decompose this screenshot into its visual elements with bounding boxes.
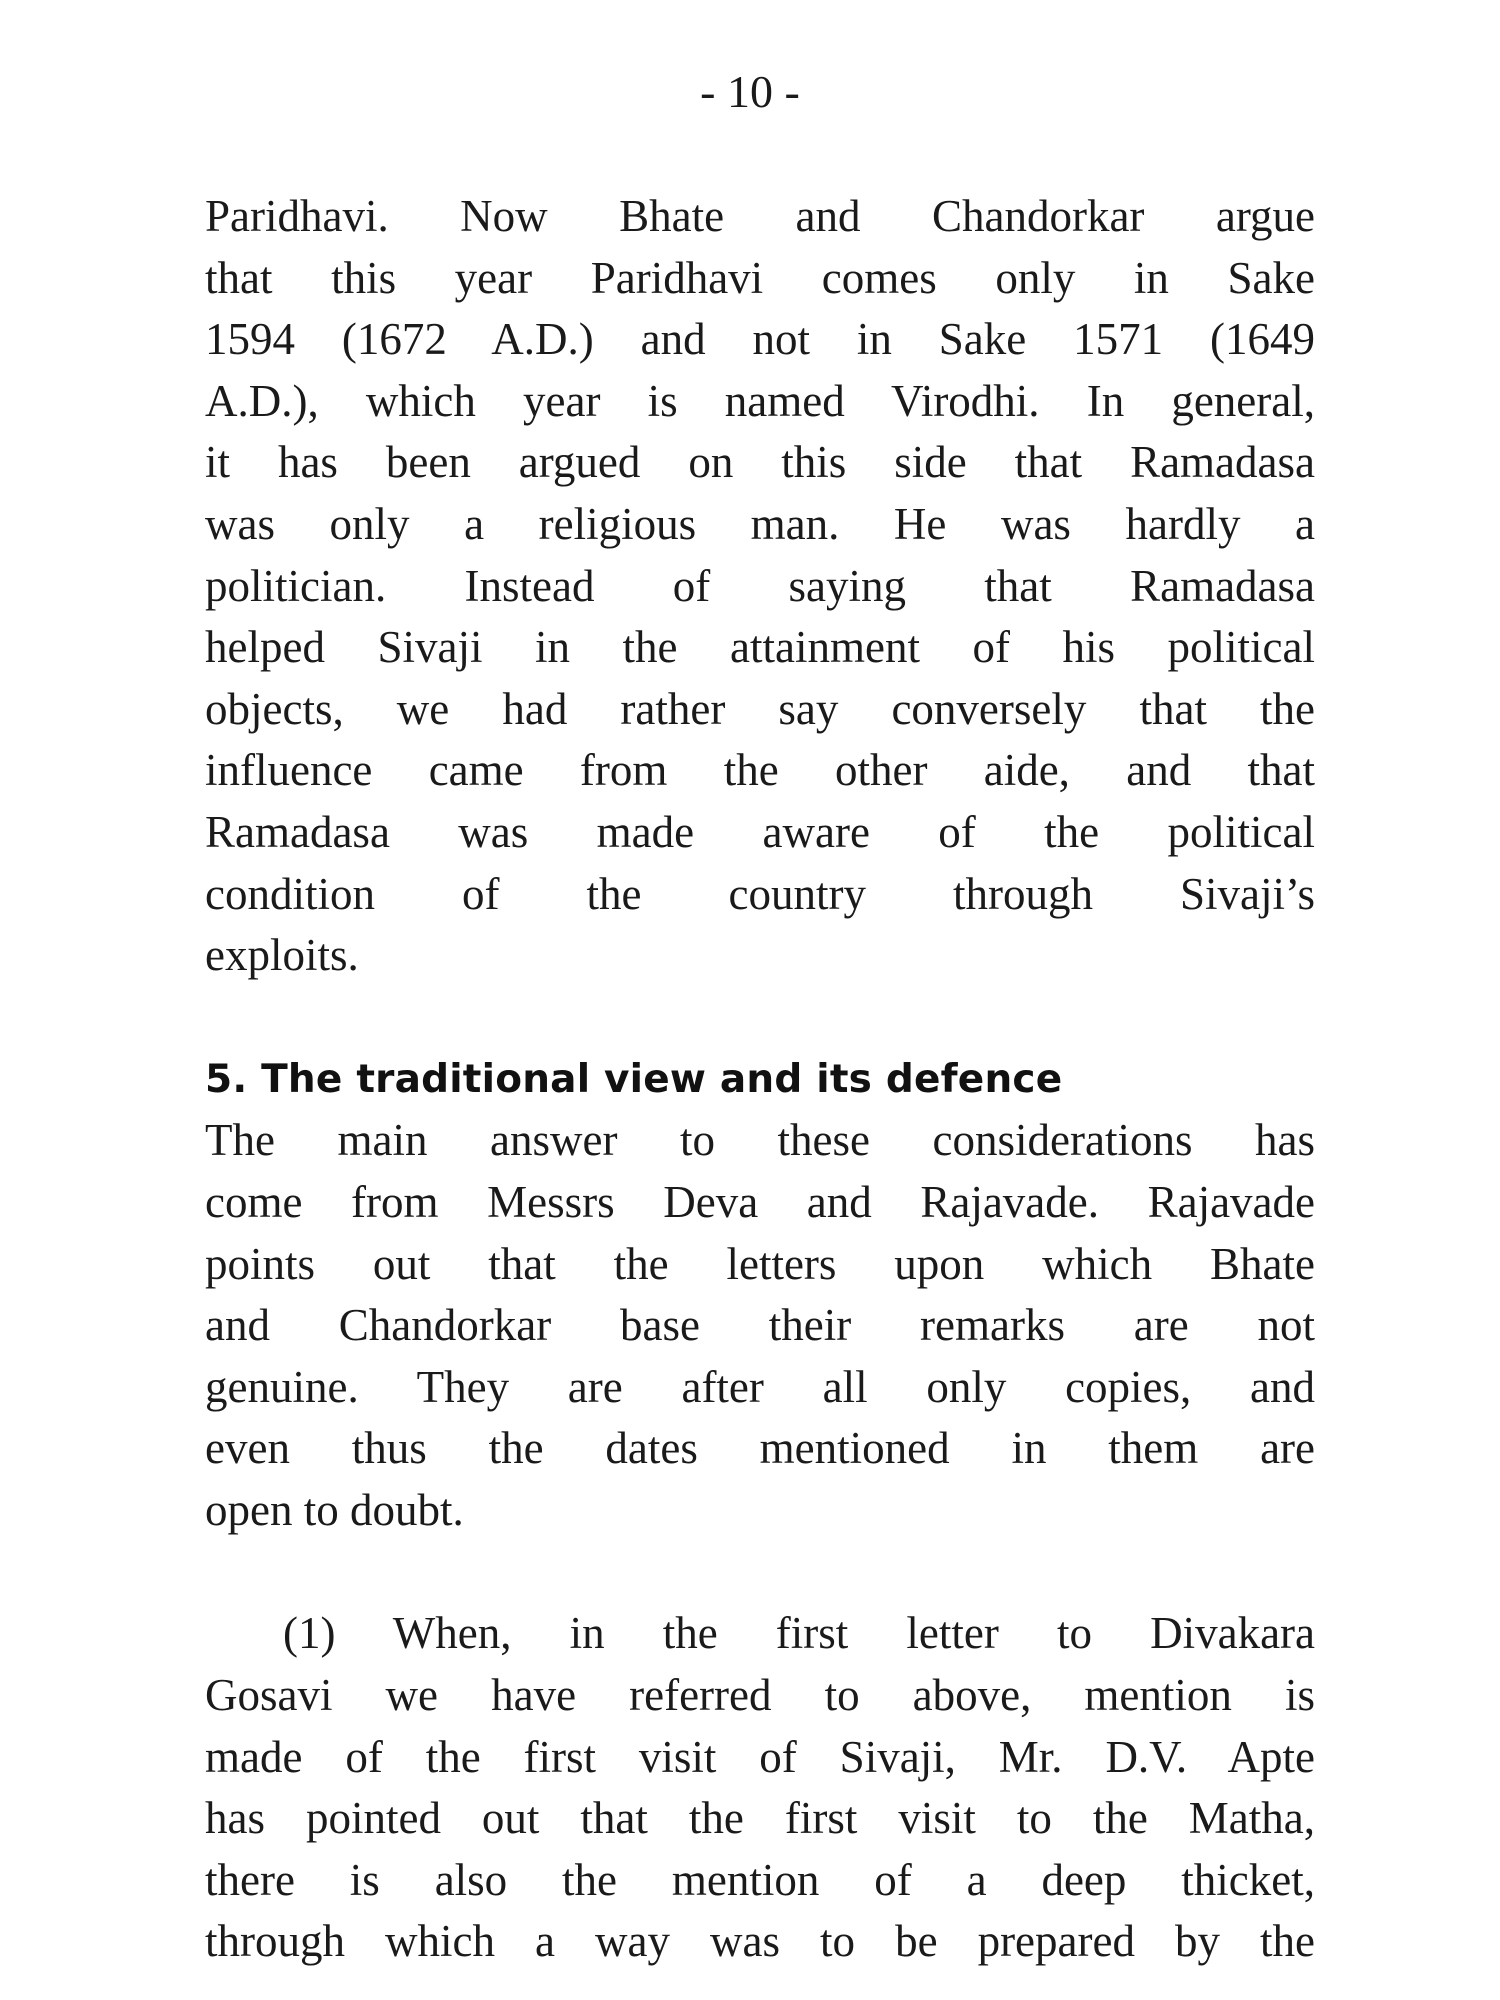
text-line: has pointed out that the first visit to the Matha, bbox=[205, 1793, 1315, 1844]
text-line: and Chandorkar base their remarks are not bbox=[205, 1300, 1315, 1351]
text-line: it has been argued on this side that Ramadasa bbox=[205, 437, 1315, 488]
paragraph-1 bbox=[205, 186, 1315, 987]
text-line: open to doubt. bbox=[205, 1484, 464, 1535]
text-line: politician. Instead of saying that Ramadasa bbox=[205, 560, 1315, 611]
text-line: that this year Paridhavi comes only in Sake bbox=[205, 252, 1315, 303]
text-line: there is also the mention of a deep thicket, bbox=[205, 1854, 1315, 1905]
text-line: points out that the letters upon which Bhate bbox=[205, 1238, 1315, 1289]
page-body bbox=[205, 186, 1315, 1973]
paragraph-3 bbox=[205, 1603, 1315, 1973]
text-line: objects, we had rather say conversely that the bbox=[205, 683, 1315, 734]
text-line: (1) When, in the first letter to Divakara bbox=[283, 1608, 1315, 1659]
text-line: The main answer to these considerations has bbox=[205, 1115, 1315, 1166]
text-line: Gosavi we have referred to above, mention is bbox=[205, 1670, 1315, 1721]
paragraph-2 bbox=[205, 1110, 1315, 1541]
text-line: 1594 (1672 A.D.) and not in Sake 1571 (1649 bbox=[205, 314, 1315, 365]
text-line: made of the first visit of Sivaji, Mr. D.V. Apte bbox=[205, 1731, 1315, 1782]
text-line: Ramadasa was made aware of the political bbox=[205, 806, 1315, 857]
text-line: genuine. They are after all only copies, and bbox=[205, 1361, 1315, 1412]
text-line: A.D.), which year is named Virodhi. In general, bbox=[205, 375, 1315, 426]
text-line: helped Sivaji in the attainment of his political bbox=[205, 622, 1315, 673]
section-heading: 5. The traditional view and its defence bbox=[205, 1056, 1063, 1102]
paragraph-spacer bbox=[205, 1541, 1315, 1603]
text-line: condition of the country through Sivaji’s bbox=[205, 868, 1315, 919]
text-line: through which a way was to be prepared by the bbox=[205, 1916, 1315, 1967]
text-line: come from Messrs Deva and Rajavade. Rajavade bbox=[205, 1176, 1315, 1227]
text-line: Paridhavi. Now Bhate and Chandorkar argue bbox=[205, 191, 1315, 241]
text-line: exploits. bbox=[205, 930, 359, 981]
text-line: even thus the dates mentioned in them are bbox=[205, 1423, 1315, 1474]
text-line: was only a religious man. He was hardly a bbox=[205, 498, 1315, 549]
page-number: - 10 - bbox=[700, 66, 800, 117]
section-spacer bbox=[205, 987, 1315, 1049]
text-line: influence came from the other aide, and that bbox=[205, 745, 1315, 796]
